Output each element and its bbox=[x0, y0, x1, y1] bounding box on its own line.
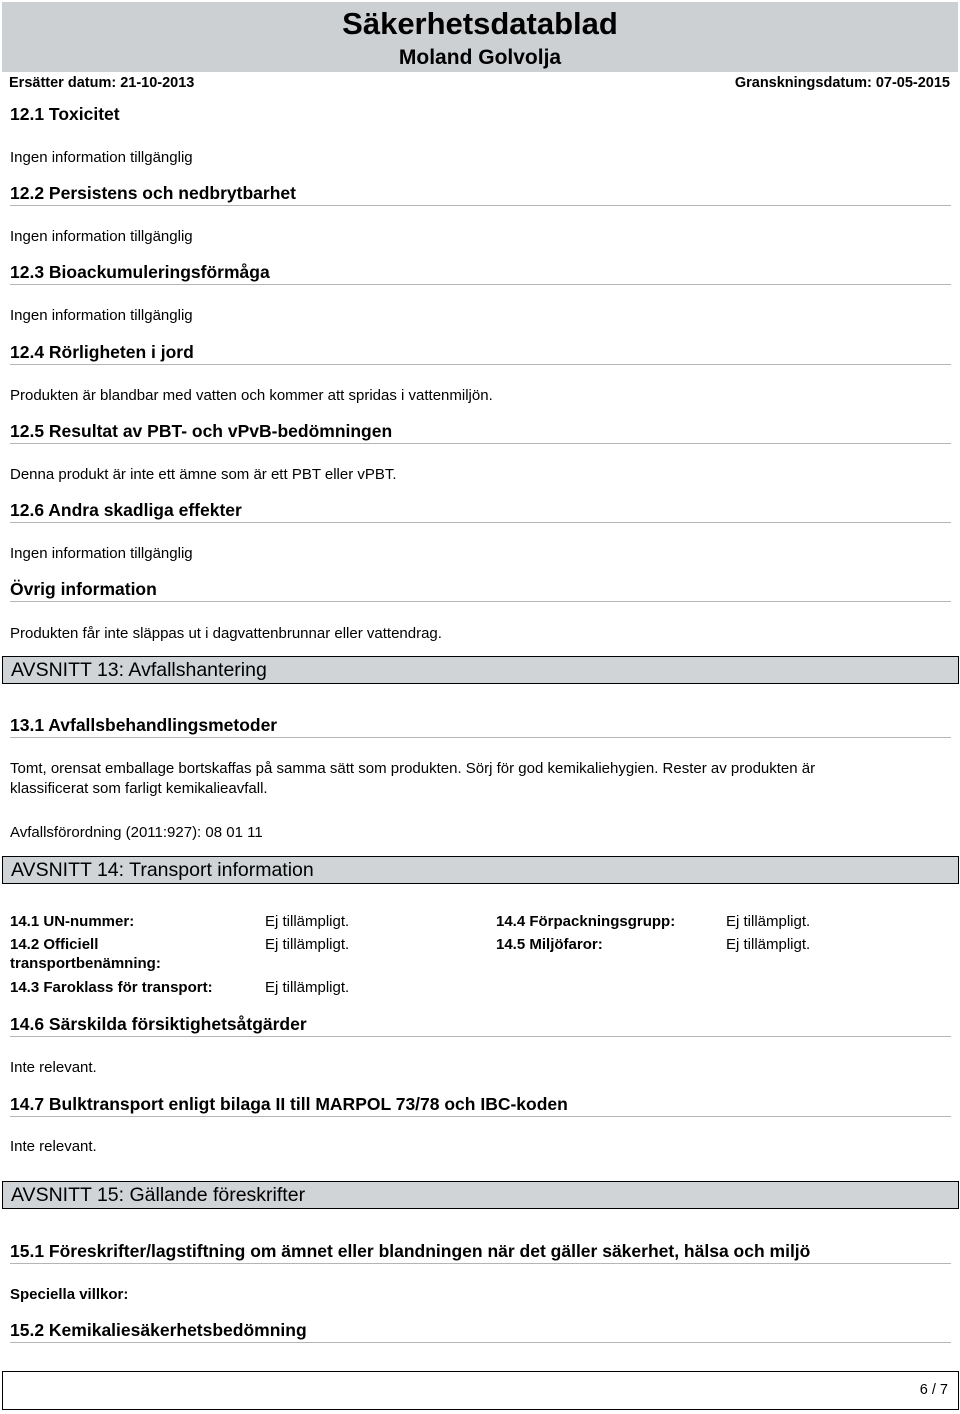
shipping-name-value: Ej tillämpligt. bbox=[265, 936, 350, 953]
subsection-12-6-text: Ingen information tillgänglig bbox=[10, 545, 193, 562]
subsection-14-6-heading: 14.6 Särskilda försiktighetsåtgärder bbox=[10, 1014, 307, 1034]
divider bbox=[10, 284, 951, 285]
divider bbox=[10, 1342, 951, 1343]
packing-group-value: Ej tillämpligt. bbox=[726, 913, 811, 930]
subsection-12-1-heading: 12.1 Toxicitet bbox=[10, 104, 120, 124]
divider bbox=[10, 522, 951, 523]
divider bbox=[10, 1116, 951, 1117]
subsection-12-4-heading: 12.4 Rörligheten i jord bbox=[10, 342, 194, 362]
section-14-header: AVSNITT 14: Transport information bbox=[2, 856, 959, 884]
divider bbox=[10, 601, 951, 602]
shipping-name-label: 14.2 Officiell transportbenämning: bbox=[10, 936, 161, 972]
section-15-header: AVSNITT 15: Gällande föreskrifter bbox=[2, 1181, 959, 1209]
divider bbox=[10, 737, 951, 738]
divider bbox=[10, 1263, 951, 1264]
divider bbox=[10, 443, 951, 444]
subsection-12-3-heading: 12.3 Bioackumuleringsförmåga bbox=[10, 262, 270, 282]
subsection-13-1-text-line2: klassificerat som farligt kemikalieavfall. bbox=[10, 780, 268, 797]
document-title: Säkerhetsdatablad bbox=[342, 6, 618, 41]
subsection-13-1-heading: 13.1 Avfallsbehandlingsmetoder bbox=[10, 715, 278, 735]
subsection-14-6-text: Inte relevant. bbox=[10, 1059, 97, 1076]
hazard-class-label: 14.3 Faroklass för transport: bbox=[10, 979, 213, 996]
section-13-header: AVSNITT 13: Avfallshantering bbox=[2, 656, 959, 684]
environmental-hazards-label: 14.5 Miljöfaror: bbox=[496, 936, 603, 953]
document-header bbox=[2, 2, 958, 72]
environmental-hazards-value: Ej tillämpligt. bbox=[726, 936, 811, 953]
subsection-14-7-text: Inte relevant. bbox=[10, 1138, 97, 1155]
product-name: Moland Golvolja bbox=[398, 46, 562, 69]
page-footer bbox=[2, 1371, 959, 1410]
other-information-heading: Övrig information bbox=[10, 579, 157, 599]
subsection-13-1-text-line1: Tomt, orensat emballage bortskaffas på samma sätt som produkten. Sörj för god kemikaliehygien. Rester av produkten är bbox=[10, 760, 816, 777]
divider bbox=[10, 364, 951, 365]
un-number-value: Ej tillämpligt. bbox=[265, 913, 350, 930]
subsection-12-2-heading: 12.2 Persistens och nedbrytbarhet bbox=[10, 183, 296, 203]
other-information-text: Produkten får inte släppas ut i dagvattenbrunnar eller vattendrag. bbox=[10, 625, 442, 642]
subsection-12-4-text: Produkten är blandbar med vatten och kommer att spridas i vattenmiljön. bbox=[10, 387, 493, 404]
subsection-12-2-text: Ingen information tillgänglig bbox=[10, 228, 193, 245]
subsection-15-2-heading: 15.2 Kemikaliesäkerhetsbedömning bbox=[10, 1320, 307, 1340]
divider bbox=[10, 1036, 951, 1037]
page-number: 6 / 7 bbox=[919, 1382, 948, 1398]
packing-group-label: 14.4 Förpackningsgrupp: bbox=[496, 913, 676, 930]
un-number-label: 14.1 UN-nummer: bbox=[10, 913, 135, 930]
subsection-14-7-heading: 14.7 Bulktransport enligt bilaga II till MARPOL 73/78 och IBC-koden bbox=[10, 1094, 568, 1114]
subsection-12-5-heading: 12.5 Resultat av PBT- och vPvB-bedömningen bbox=[10, 421, 393, 441]
special-conditions-label: Speciella villkor: bbox=[10, 1286, 129, 1303]
subsection-12-3-text: Ingen information tillgänglig bbox=[10, 307, 193, 324]
subsection-12-6-heading: 12.6 Andra skadliga effekter bbox=[10, 500, 242, 520]
subsection-12-5-text: Denna produkt är inte ett ämne som är ett PBT eller vPBT. bbox=[10, 466, 397, 483]
replaces-date: Ersätter datum: 21-10-2013 bbox=[9, 75, 195, 91]
hazard-class-value: Ej tillämpligt. bbox=[265, 979, 350, 996]
divider bbox=[10, 205, 951, 206]
waste-regulation-code: Avfallsförordning (2011:927): 08 01 11 bbox=[10, 824, 263, 841]
subsection-15-1-heading: 15.1 Föreskrifter/lagstiftning om ämnet eller blandningen när det gäller säkerhet, hälsa och miljö bbox=[10, 1241, 811, 1261]
review-date: Granskningsdatum: 07-05-2015 bbox=[734, 75, 950, 91]
subsection-12-1-text: Ingen information tillgänglig bbox=[10, 149, 193, 166]
